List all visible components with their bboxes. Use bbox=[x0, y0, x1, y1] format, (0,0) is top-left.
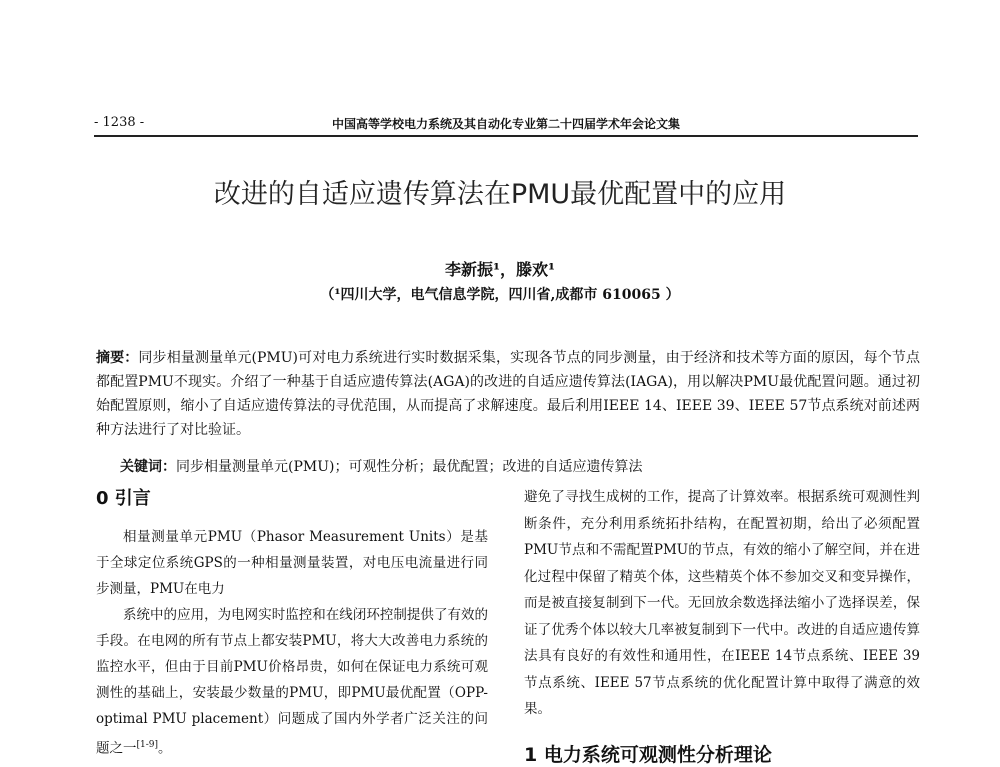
keywords bbox=[120, 456, 642, 476]
section-heading-intro: 0 引言 bbox=[96, 488, 151, 509]
abstract-text: 同步相量测量单元(PMU)可对电力系统进行实时数据采集，实现各节点的同步测量，由于经济和技术等方面的原因，每个节点都配置PMU不现实。介绍了一种基于自适应遗传算法(AGA)的改进的自适应遗传算法(IAGA)，用以解决PMU最优配置问题。通过初始配置原则，缩小了自适应遗传算法的寻优范围，从而提高了求解速度。最后利用IEEE 14、IEEE 39、IEEE 57节点系统对前述两种方法进行了对比验证。 bbox=[96, 350, 921, 438]
abstract-label: 摘要： bbox=[96, 350, 139, 366]
affiliation: （¹四川大学，电气信息学院，四川省,成都市 610065 ） bbox=[320, 287, 680, 303]
authors: 李新振¹，滕欢¹ bbox=[444, 260, 556, 279]
intro-paragraph-2 bbox=[96, 602, 488, 762]
right-column bbox=[524, 484, 920, 723]
right-column-text: 避免了寻找生成树的工作，提高了计算效率。根据系统可观测性判断条件，充分利用系统拓扑结构，在配置初期，给出了必须配置PMU节点和不需配置PMU的节点，有效的缩小了解空间，并在进化过程中保留了精英个体，这些精英个体不参加交叉和变异操作，而是被直接复制到下一代。无回放余数选择法缩小了选择误差，保证了优秀个体以较大几率被复制到下一代中。改进的自适应遗传算法具有良好的有效性和通用性，在IEEE 14节点系统、IEEE 39节点系统、IEEE 57节点系统的优化配置计算中取得了满意的效果。 bbox=[524, 489, 920, 717]
intro-paragraph-2-text: 系统中的应用，为电网实时监控和在线闭环控制提供了有效的手段。在电网的所有节点上都安装PMU，将大大改善电力系统的监控水平，但由于目前PMU价格昂贵，如何在保证电力系统可观测性的基础上，安装最少数量的PMU，即PMU最优配置（OPP-optimal PMU placement）问题成了国内外学者广泛关注的问题之一 bbox=[96, 607, 488, 757]
keywords-label: 关键词： bbox=[120, 459, 176, 475]
page-number: - 1238 - bbox=[94, 115, 145, 130]
citation: [1-9] bbox=[136, 740, 159, 750]
abstract bbox=[96, 346, 920, 442]
running-header bbox=[94, 113, 918, 137]
section-heading-observability: 1 电力系统可观测性分析理论 bbox=[524, 744, 772, 766]
paper-title: 改进的自适应遗传算法在PMU最优配置中的应用 bbox=[213, 179, 787, 210]
journal-title: 中国高等学校电力系统及其自动化专业第二十四届学术年会论文集 bbox=[331, 117, 680, 131]
left-column bbox=[96, 524, 488, 762]
keywords-text: 同步相量测量单元(PMU)；可观性分析；最优配置；改进的自适应遗传算法 bbox=[176, 459, 643, 475]
intro-paragraph-1: 相量测量单元PMU（Phasor Measurement Units）是基于全球定位系统GPS的一种相量测量装置，对电压电流量进行同步测量，PMU在电力 bbox=[96, 529, 488, 597]
intro-paragraph-2-end: 。 bbox=[158, 740, 172, 757]
